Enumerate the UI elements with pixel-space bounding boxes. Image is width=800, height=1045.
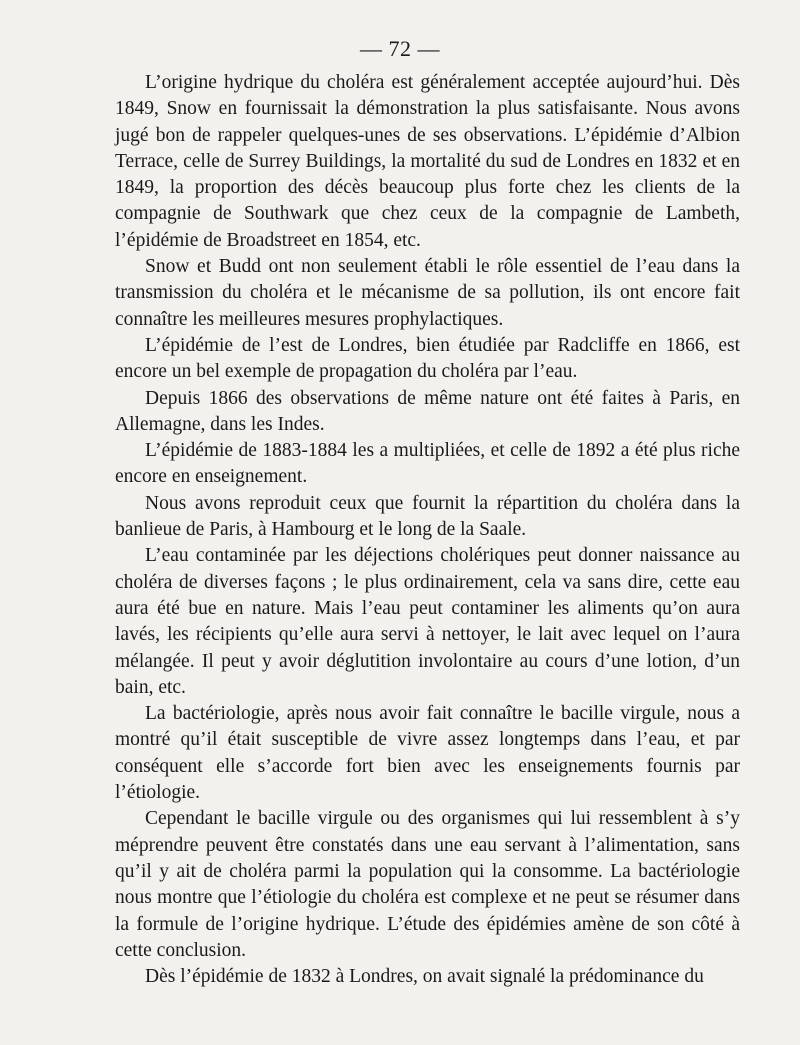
paragraph-7: L’eau contaminée par les déjections cholériques peut donner naissance au choléra de diverses façons ; le plus ordinairement, cela va sans dire, cette eau aura été bue en nature. Mais l’eau peut contaminer les aliments qu’on aura lavés, les récipients qu’elle aura servi à nettoyer, le lait avec lequel on l’aura mélangée. Il peut y avoir déglutition involontaire au cours d’une lotion, d’un bain, etc. — [115, 545, 740, 698]
paragraph-5: L’épidémie de 1883-1884 les a multipliées, et celle de 1892 a été plus riche encore en enseignement. — [115, 440, 740, 488]
paragraph-9: Cependant le bacille virgule ou des organismes qui lui ressemblent à s’y méprendre peuvent être constatés dans une eau servant à l’alimentation, sans qu’il y ait de choléra parmi la population qui la consomme. La bactériologie nous montre que l’étiologie du choléra est complexe et ne peut se résumer dans la formule de l’origine hydrique. L’étude des épidémies amène de son côté à cette conclusion. — [115, 808, 740, 961]
paragraph-4: Depuis 1866 des observations de même nature ont été faites à Paris, en Allemagne, dans les Indes. — [115, 387, 740, 435]
paragraph-1: L’origine hydrique du choléra est généralement acceptée aujourd’hui. Dès 1849, Snow en fournissait la démonstration la plus satisfaisante. Nous avons jugé bon de rappeler quelques-unes de ses observations. L’épidémie d’Albion Terrace, celle de Surrey Buildings, la mortalité du sud de Londres en 1832 et en 1849, la proportion des décès beaucoup plus forte chez les clients de la compagnie de Southwark que chez ceux de la compagnie de Lambeth, l’épidémie de Broadstreet en 1854, etc. — [115, 72, 740, 251]
paragraph-6: Nous avons reproduit ceux que fournit la répartition du choléra dans la banlieue de Paris, à Hambourg et le long de la Saale. — [115, 492, 740, 541]
page-number: — 72 — — [360, 36, 440, 61]
paragraph-10: Dès l’épidémie de 1832 à Londres, on avait signalé la prédominance du — [145, 966, 704, 988]
body-text — [115, 70, 740, 990]
paragraph-8: La bactériologie, après nous avoir fait connaître le bacille virgule, nous a montré qu’il était susceptible de vivre assez longtemps dans l’eau, et par conséquent elle s’accorde fort bien avec les enseignements fournis par l’étiologie. — [115, 703, 740, 804]
paragraph-2: Snow et Budd ont non seulement établi le rôle essentiel de l’eau dans la transmission du choléra et le mécanisme de sa pollution, ils ont encore fait connaître les meilleures mesures prophylactiques. — [115, 256, 740, 330]
paragraph-3: L’épidémie de l’est de Londres, bien étudiée par Radcliffe en 1866, est encore un bel exemple de propagation du choléra par l’eau. — [115, 334, 740, 383]
